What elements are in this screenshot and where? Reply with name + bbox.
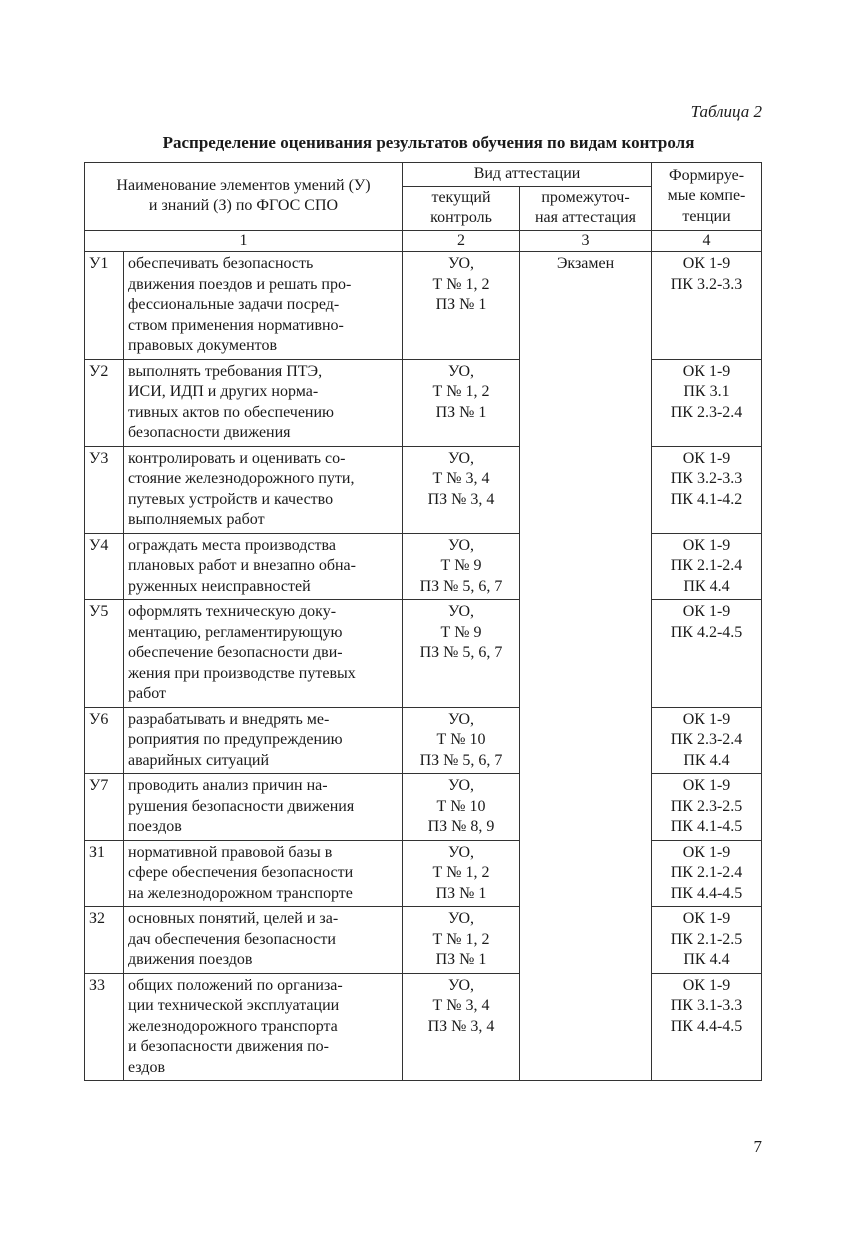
- control-line: ПЗ № 1: [435, 403, 487, 421]
- competency-line: ПК 4.1-4.5: [670, 818, 743, 835]
- header-intermediate-line: промежуточ-: [541, 188, 630, 206]
- competency-line: ОК 1-9: [682, 710, 731, 728]
- description-line: ством применения нормативно-: [128, 316, 344, 334]
- row-description: [124, 907, 403, 974]
- competency-line: ПК 4.4-4.5: [670, 884, 743, 902]
- control-line: ПЗ № 5, 6, 7: [419, 751, 503, 769]
- header-name-cell: [85, 163, 403, 231]
- control-line: УО,: [447, 777, 475, 794]
- competency-line: ОК 1-9: [682, 777, 731, 794]
- header-intermediate-line: ная аттестация: [534, 209, 637, 226]
- control-line: УО,: [447, 362, 475, 380]
- description-line: жения при производстве путевых: [128, 664, 356, 682]
- description-line: на железнодорожном транспорте: [128, 884, 353, 902]
- assessment-table: [84, 162, 762, 1081]
- control-line: УО,: [447, 976, 475, 994]
- control-line: Т № 1, 2: [432, 383, 490, 400]
- control-line: ПЗ № 3, 4: [427, 1017, 495, 1035]
- header-vid-attestacii: Вид аттестации: [403, 163, 652, 187]
- table-row: [85, 533, 762, 600]
- description-line: плановых работ и внезапно обна-: [128, 557, 356, 574]
- row-competencies: [652, 359, 762, 446]
- row-code: У4: [85, 533, 124, 600]
- competency-line: ПК 2.1-2.4: [670, 864, 743, 881]
- control-line: ПЗ № 8, 9: [427, 818, 495, 835]
- competency-line: ПК 3.1: [683, 383, 730, 400]
- description-line: нормативной правовой базы в: [128, 843, 333, 861]
- control-line: ПЗ № 1: [435, 296, 487, 313]
- description-line: обеспечение безопасности дви-: [128, 644, 343, 661]
- competency-line: ОК 1-9: [682, 536, 731, 554]
- header-competencies-cell: [652, 163, 762, 231]
- description-line: ездов: [128, 1058, 166, 1076]
- competency-line: ОК 1-9: [682, 362, 731, 380]
- row-current-control: [403, 446, 520, 533]
- competency-line: ПК 4.2-4.5: [670, 623, 743, 641]
- row-current-control: [403, 533, 520, 600]
- row-competencies: [652, 907, 762, 974]
- table-row: [85, 252, 762, 360]
- control-line: Т № 3, 4: [432, 997, 490, 1014]
- table-row: [85, 359, 762, 446]
- description-line: движения поездов и решать про-: [128, 275, 352, 293]
- description-line: поездов: [128, 818, 182, 835]
- control-line: ПЗ № 5, 6, 7: [419, 577, 503, 595]
- header-name-line: Наименование элементов умений (У): [116, 176, 371, 194]
- column-number: 1: [85, 230, 403, 252]
- description-line: аварийных ситуаций: [128, 751, 270, 769]
- row-current-control: [403, 359, 520, 446]
- competency-line: ПК 4.4: [683, 577, 730, 595]
- row-code: У7: [85, 774, 124, 841]
- competency-line: ПК 2.3-2.5: [670, 797, 743, 815]
- control-line: ПЗ № 1: [435, 884, 487, 902]
- control-line: ПЗ № 3, 4: [427, 490, 495, 508]
- description-line: тивных актов по обеспечению: [128, 403, 335, 421]
- control-line: Т № 1, 2: [432, 930, 490, 948]
- row-current-control: [403, 840, 520, 907]
- row-current-control: [403, 973, 520, 1081]
- description-line: оформлять техническую доку-: [128, 603, 337, 620]
- row-code: У3: [85, 446, 124, 533]
- row-description: [124, 533, 403, 600]
- table-row: [85, 840, 762, 907]
- header-current-control: [403, 186, 520, 230]
- description-line: правовых документов: [128, 337, 278, 354]
- table-row: [85, 774, 762, 841]
- competency-line: ПК 4.4: [683, 751, 730, 769]
- control-line: Т № 10: [436, 731, 486, 748]
- row-competencies: [652, 973, 762, 1081]
- control-line: Т № 3, 4: [432, 470, 490, 487]
- control-line: УО,: [447, 710, 475, 728]
- description-line: безопасности движения: [128, 424, 291, 441]
- description-line: рушения безопасности движения: [128, 797, 355, 815]
- row-current-control: [403, 774, 520, 841]
- row-description: [124, 973, 403, 1081]
- row-code: У1: [85, 252, 124, 360]
- competency-line: ПК 4.1-4.2: [670, 490, 743, 508]
- description-line: выполняемых работ: [128, 511, 265, 528]
- competency-line: ОК 1-9: [682, 843, 731, 861]
- row-code: У5: [85, 600, 124, 708]
- control-line: УО,: [447, 843, 475, 861]
- control-line: Т № 1, 2: [432, 275, 490, 293]
- control-line: Т № 10: [436, 797, 486, 815]
- row-description: [124, 359, 403, 446]
- row-description: [124, 600, 403, 708]
- table-row: [85, 907, 762, 974]
- row-competencies: [652, 533, 762, 600]
- description-line: движения поездов: [128, 951, 253, 968]
- competency-line: ПК 2.1-2.5: [670, 930, 743, 948]
- control-line: Т № 9: [440, 557, 482, 574]
- header-current-line: контроль: [430, 209, 492, 226]
- competency-line: ПК 3.2-3.3: [670, 275, 743, 293]
- description-line: ограждать места производства: [128, 536, 336, 554]
- competency-line: ПК 2.3-2.4: [670, 731, 743, 748]
- control-line: УО,: [447, 536, 475, 554]
- description-line: контролировать и оценивать со-: [128, 449, 346, 467]
- competency-line: ОК 1-9: [682, 255, 731, 272]
- table-row: [85, 973, 762, 1081]
- control-line: ПЗ № 1: [435, 951, 487, 968]
- row-description: [124, 446, 403, 533]
- description-line: общих положений по организа-: [128, 976, 343, 994]
- header-current-line: текущий: [431, 188, 491, 206]
- table-row: [85, 707, 762, 774]
- table-row: [85, 600, 762, 708]
- description-line: работ: [128, 685, 167, 702]
- description-line: роприятия по предупреждению: [128, 731, 343, 748]
- description-line: ИСИ, ИДП и других норма-: [128, 383, 319, 400]
- row-current-control: [403, 252, 520, 360]
- row-code: З1: [85, 840, 124, 907]
- column-numbers-row: [85, 230, 762, 252]
- row-description: [124, 840, 403, 907]
- description-line: дач обеспечения безопасности: [128, 930, 336, 948]
- competency-line: ОК 1-9: [682, 976, 731, 994]
- header-competencies-line: тенции: [682, 207, 731, 225]
- table-title: Распределение оценивания результатов обучения по видам контроля: [162, 133, 695, 152]
- competency-line: ПК 3.1-3.3: [670, 997, 743, 1014]
- control-line: УО,: [447, 449, 475, 467]
- column-number: 4: [652, 230, 762, 252]
- row-code: З2: [85, 907, 124, 974]
- description-line: железнодорожного транспорта: [128, 1017, 338, 1035]
- row-code: З3: [85, 973, 124, 1081]
- table-row: [85, 446, 762, 533]
- row-description: [124, 774, 403, 841]
- row-current-control: [403, 600, 520, 708]
- description-line: обеспечивать безопасность: [128, 255, 314, 272]
- control-line: Т № 9: [440, 623, 482, 641]
- competency-line: ПК 3.2-3.3: [670, 470, 743, 487]
- competency-line: ОК 1-9: [682, 449, 731, 467]
- intermediate-exam-cell: Экзамен: [520, 252, 652, 1081]
- row-code: У6: [85, 707, 124, 774]
- row-current-control: [403, 707, 520, 774]
- header-row: [85, 163, 762, 187]
- column-number: 2: [403, 230, 520, 252]
- description-line: основных понятий, целей и за-: [128, 910, 339, 927]
- row-competencies: [652, 252, 762, 360]
- description-line: выполнять требования ПТЭ,: [128, 362, 323, 380]
- row-competencies: [652, 707, 762, 774]
- competency-line: ПК 4.4-4.5: [670, 1017, 743, 1035]
- description-line: фессиональные задачи посред-: [128, 296, 340, 313]
- row-competencies: [652, 774, 762, 841]
- competency-line: ПК 2.1-2.4: [670, 557, 743, 574]
- description-line: руженных неисправностей: [128, 577, 311, 595]
- control-line: УО,: [447, 910, 475, 927]
- description-line: стояние железнодорожного пути,: [128, 470, 355, 487]
- column-number: 3: [520, 230, 652, 252]
- page-number: 7: [753, 1137, 762, 1156]
- row-competencies: [652, 600, 762, 708]
- header-name-line: и знаний (З) по ФГОС СПО: [148, 197, 339, 215]
- competency-line: ПК 2.3-2.4: [670, 403, 743, 421]
- control-line: УО,: [447, 255, 475, 272]
- description-line: ции технической эксплуатации: [128, 997, 340, 1014]
- control-line: ПЗ № 5, 6, 7: [419, 644, 503, 661]
- row-code: У2: [85, 359, 124, 446]
- row-competencies: [652, 446, 762, 533]
- description-line: разрабатывать и внедрять ме-: [128, 710, 330, 728]
- header-intermediate-attestation: [520, 186, 652, 230]
- header-competencies-line: Формируе-: [668, 166, 745, 184]
- row-current-control: [403, 907, 520, 974]
- control-line: УО,: [447, 603, 475, 620]
- competency-line: ПК 4.4: [683, 951, 730, 968]
- competency-line: ОК 1-9: [682, 603, 731, 620]
- header-competencies-line: мые компе-: [667, 187, 746, 204]
- description-line: и безопасности движения по-: [128, 1038, 329, 1055]
- description-line: путевых устройств и качество: [128, 490, 334, 508]
- description-line: проводить анализ причин на-: [128, 777, 328, 794]
- row-competencies: [652, 840, 762, 907]
- description-line: ментацию, регламентирующую: [128, 623, 343, 641]
- control-line: Т № 1, 2: [432, 864, 490, 881]
- description-line: сфере обеспечения безопасности: [128, 864, 354, 881]
- table-caption: Таблица 2: [690, 102, 762, 121]
- row-description: [124, 252, 403, 360]
- row-description: [124, 707, 403, 774]
- competency-line: ОК 1-9: [682, 910, 731, 927]
